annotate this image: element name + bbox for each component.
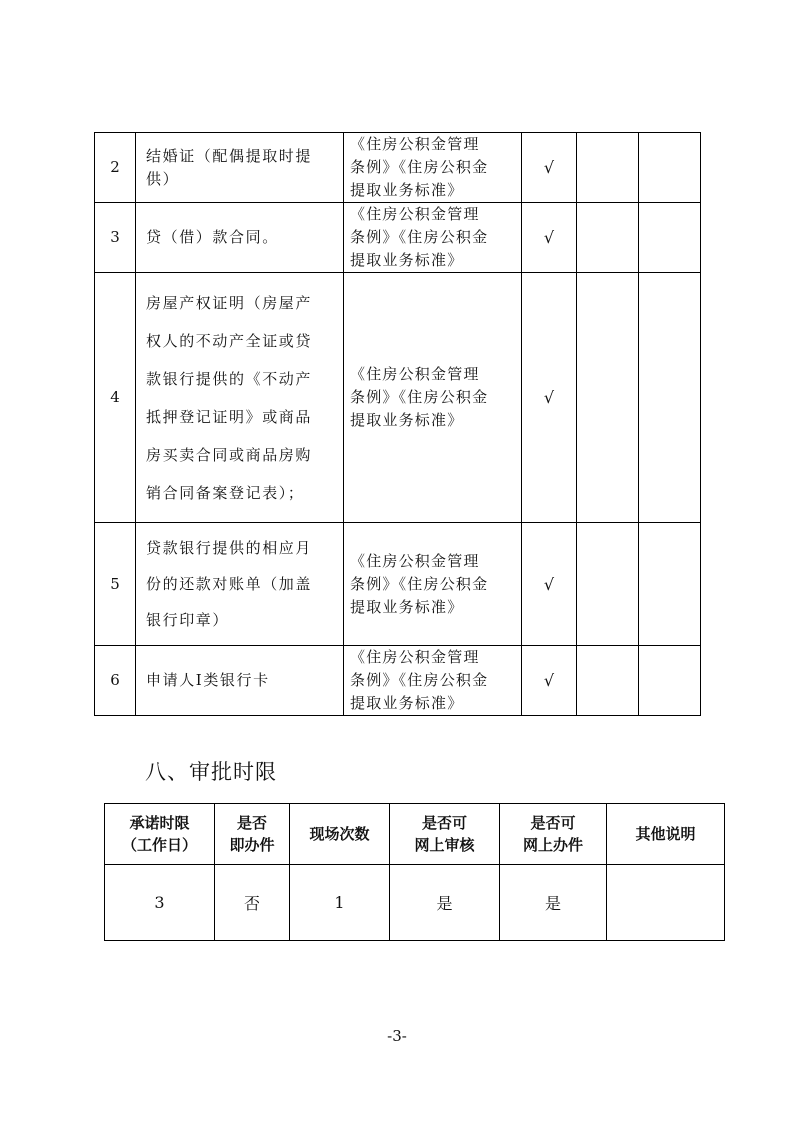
row-seq: 3: [95, 203, 136, 273]
empty-cell: [577, 133, 639, 203]
promised-days: 3: [105, 865, 215, 941]
basis-line: 条例》《住房公积金: [350, 388, 489, 406]
empty-cell: [639, 133, 701, 203]
material-name: [136, 203, 344, 273]
header-line: 是否: [236, 814, 267, 832]
basis-line: 提取业务标准》: [350, 597, 464, 616]
section-title: 八、审批时限: [145, 760, 277, 784]
name-line: 份的还款对账单（加盖: [146, 575, 313, 593]
basis-line: 提取业务标准》: [350, 251, 464, 269]
header-line: 网上审核: [414, 836, 475, 854]
header-line: 是否可: [530, 814, 576, 832]
column-header: [500, 804, 607, 865]
table-row: [95, 203, 701, 273]
name-line: 银行印章）: [146, 611, 230, 629]
column-header: [390, 804, 500, 865]
header-line: 网上办件: [522, 836, 583, 854]
material-name: [136, 646, 344, 716]
material-name: [136, 133, 344, 203]
legal-basis: [344, 523, 522, 646]
basis-line: 条例》《住房公积金: [350, 228, 489, 246]
basis-line: 提取业务标准》: [350, 411, 464, 429]
required-check: √: [522, 203, 577, 273]
row-seq: 2: [95, 133, 136, 203]
name-line: 供）: [146, 169, 180, 188]
header-line: 其他说明: [635, 825, 696, 843]
basis-line: 《住房公积金管理: [350, 135, 480, 153]
basis-line: 条例》《住房公积金: [350, 574, 489, 593]
basis-line: 提取业务标准》: [350, 181, 464, 199]
material-name: [136, 273, 344, 523]
empty-cell: [639, 523, 701, 646]
approval-time-limit-table: [104, 803, 725, 941]
name-line: 申请人I类银行卡: [146, 671, 270, 689]
basis-line: 条例》《住房公积金: [350, 158, 489, 176]
empty-cell: [577, 203, 639, 273]
empty-cell: [577, 646, 639, 716]
basis-line: 《住房公积金管理: [350, 365, 480, 383]
table-row: [95, 646, 701, 716]
instant-handling: 否: [215, 865, 290, 941]
legal-basis: [344, 133, 522, 203]
basis-line: 提取业务标准》: [350, 694, 464, 712]
onsite-visits: 1: [290, 865, 390, 941]
header-row: [105, 804, 725, 865]
page-number: -3-: [387, 1027, 407, 1045]
row-seq: 5: [95, 523, 136, 646]
header-line: 是否可: [421, 814, 467, 832]
empty-cell: [577, 273, 639, 523]
table-row: [105, 865, 725, 941]
name-line: 贷（借）款合同。: [146, 228, 279, 246]
required-check: √: [522, 133, 577, 203]
basis-line: 《住房公积金管理: [350, 551, 480, 570]
material-name: [136, 523, 344, 646]
header-line: （工作日）: [121, 836, 197, 854]
other-notes: [607, 865, 725, 941]
basis-line: 条例》《住房公积金: [350, 671, 489, 689]
column-header: [105, 804, 215, 865]
required-check: √: [522, 646, 577, 716]
name-line: 贷款银行提供的相应月: [146, 539, 313, 557]
materials-table: [94, 132, 701, 716]
online-handling: 是: [500, 865, 607, 941]
required-check: √: [522, 273, 577, 523]
required-check: √: [522, 523, 577, 646]
empty-cell: [639, 203, 701, 273]
name-line: 销合同备案登记表）；: [146, 483, 305, 502]
table-row: [95, 523, 701, 646]
name-line: 权人的不动产全证或贷: [146, 331, 313, 350]
legal-basis: [344, 273, 522, 523]
header-line: 承诺时限: [129, 814, 190, 832]
legal-basis: [344, 203, 522, 273]
column-header: [290, 804, 390, 865]
name-line: 款银行提供的《不动产: [146, 369, 313, 388]
empty-cell: [639, 646, 701, 716]
basis-line: 《住房公积金管理: [350, 205, 480, 223]
header-line: 现场次数: [309, 825, 370, 843]
name-line: 抵押登记证明》或商品: [146, 407, 313, 426]
name-line: 房买卖合同或商品房购: [146, 445, 313, 464]
row-seq: 6: [95, 646, 136, 716]
name-line: 结婚证（配偶提取时提: [146, 146, 313, 165]
basis-line: 《住房公积金管理: [350, 648, 480, 666]
column-header: [215, 804, 290, 865]
row-seq: 4: [95, 273, 136, 523]
table-row: [95, 133, 701, 203]
name-line: 房屋产权证明（房屋产: [146, 293, 313, 312]
empty-cell: [639, 273, 701, 523]
header-line: 即办件: [229, 836, 275, 854]
legal-basis: [344, 646, 522, 716]
online-review: 是: [390, 865, 500, 941]
column-header: [607, 804, 725, 865]
empty-cell: [577, 523, 639, 646]
table-row: [95, 273, 701, 523]
